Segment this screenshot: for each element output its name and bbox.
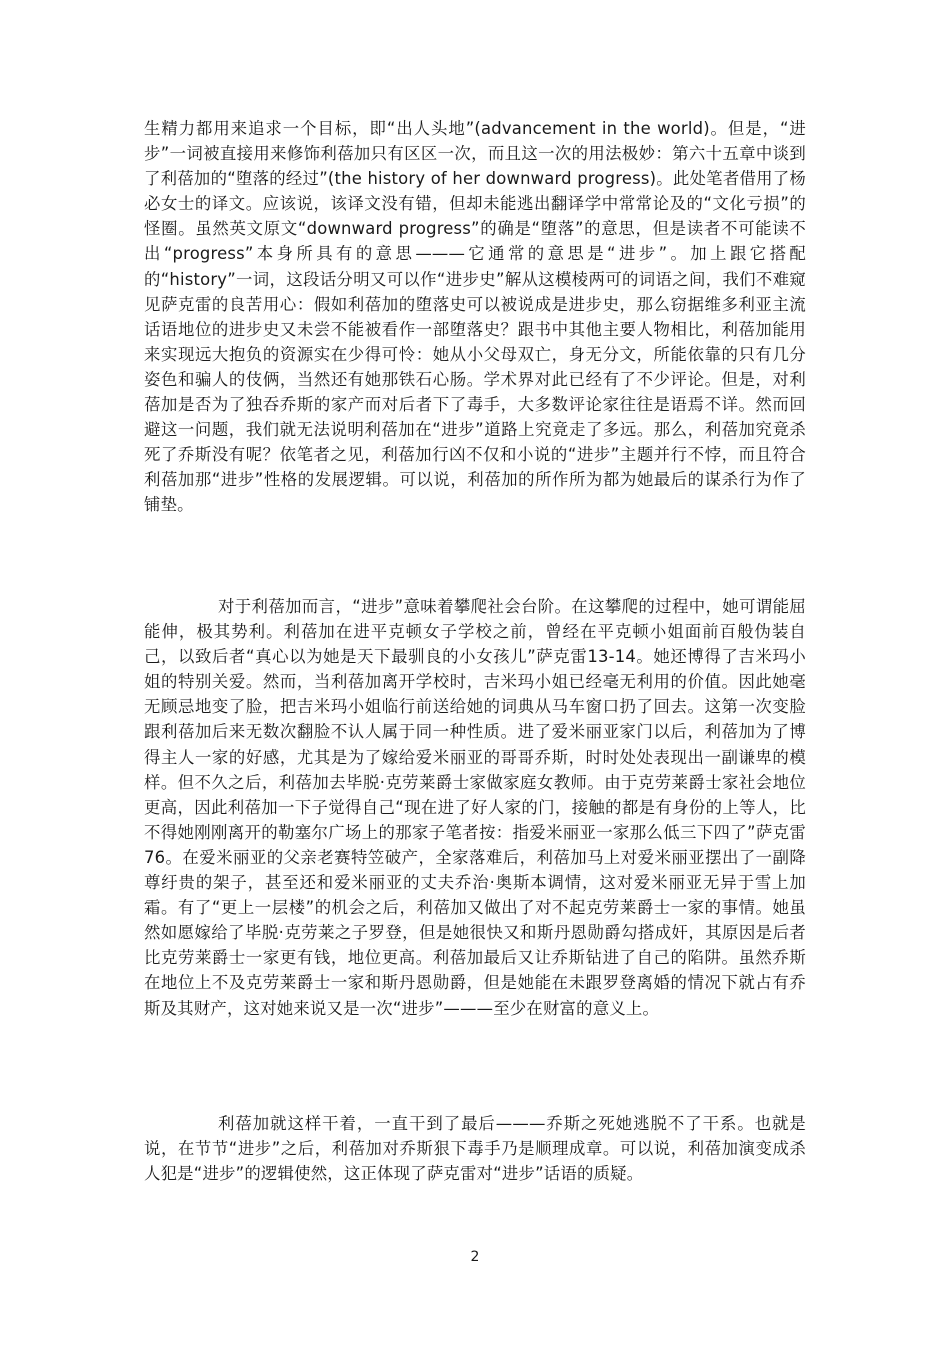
- body-paragraph-3: 利蓓加就这样干着，一直干到了最后———乔斯之死她逃脱不了干系。也就是说，在节节“进步”之后，利蓓加对乔斯狠下毒手乃是顺理成章。可以说，利蓓加演变成杀人犯是“进步”的逻辑使然，这正体现了萨克雷对“进步”话语的质疑。: [144, 1114, 806, 1184]
- body-paragraph-1: 生精力都用来追求一个目标，即“出人头地”(advancement in the world)。但是，“进步”一词被直接用来修饰利蓓加只有区区一次，而且这一次的用法极妙：第六十五章中谈到了利蓓加的“堕落的经过”(the history of her downward progress)。此处笔者借用了杨必女士的译文。应该说，该译文没有错，但却未能逃出翻译学中常常论及的“文化亏损”的怪圈。虽然英文原文“downward progress”的确是“堕落”的意思，但是读者不可能读不出“progress”本身所具有的意思———它通常的意思是“进步”。加上跟它搭配的“history”一词，这段话分明又可以作“进步史”解从这模棱两可的词语之间，我们不难窥见萨克雷的良苦用心：假如利蓓加的堕落史可以被说成是进步史，那么窃据维多利亚主流话语地位的进步史又未尝不能被看作一部堕落史？跟书中其他主要人物相比，利蓓加能用来实现远大抱负的资源实在少得可怜：她从小父母双亡，身无分文，所能依靠的只有几分姿色和骗人的伎俩，当然还有她那铁石心肠。学术界对此已经有了不少评论。但是，对利蓓加是否为了独吞乔斯的家产而对后者下了毒手，大多数评论家往往是语焉不详。然而回避这一问题，我们就无法说明利蓓加在“进步”道路上究竟走了多远。那么，利蓓加究竟杀死了乔斯没有呢？依笔者之见，利蓓加行凶不仅和小说的“进步”主题并行不悖，而且符合利蓓加那“进步”性格的发展逻辑。可以说，利蓓加的所作所为都为她最后的谋杀行为作了铺垫。: [144, 119, 806, 515]
- body-paragraph-2: 对于利蓓加而言，“进步”意味着攀爬社会台阶。在这攀爬的过程中，她可谓能屈能伸，极其势利。利蓓加在进平克顿女子学校之前，曾经在平克顿小姐面前百般伪装自己，以致后者“真心以为她是天下最驯良的小女孩儿”萨克雷13-14。她还博得了吉米玛小姐的特别关爱。然而，当利蓓加离开学校时，吉米玛小姐已经毫无利用的价值。因此她毫无顾忌地变了脸，把吉米玛小姐临行前送给她的词典从马车窗口扔了回去。这第一次变脸跟利蓓加后来无数次翻脸不认人属于同一种性质。进了爱米丽亚家门以后，利蓓加为了博得主人一家的好感，尤其是为了嫁给爱米丽亚的哥哥乔斯，时时处处表现出一副谦卑的模样。但不久之后，利蓓加去毕脱·克劳莱爵士家做家庭女教师。由于克劳莱爵士家社会地位更高，因此利蓓加一下子觉得自己“现在进了好人家的门，接触的都是有身份的上等人，比不得她刚刚离开的勒塞尔广场上的那家子笔者按：指爱米丽亚一家那么低三下四了”萨克雷76。在爱米丽亚的父亲老赛特笠破产，全家落难后，利蓓加马上对爱米丽亚摆出了一副降尊纡贵的架子，甚至还和爱米丽亚的丈夫乔治·奥斯本调情，这对爱米丽亚无异于雪上加霜。有了“更上一层楼”的机会之后，利蓓加又做出了对不起克劳莱爵士一家的事情。她虽然如愿嫁给了毕脱·克劳莱之子罗登，但是她很快又和斯丹恩勋爵勾搭成奸，其原因是后者比克劳莱爵士一家更有钱，地位更高。利蓓加最后又让乔斯钻进了自己的陷阱。虽然乔斯在地位上不及克劳莱爵士一家和斯丹恩勋爵，但是她能在未跟罗登离婚的情况下就占有乔斯及其财产，这对她来说又是一次“进步”———至少在财富的意义上。: [144, 597, 806, 1018]
- page-number: 2: [470, 1249, 480, 1265]
